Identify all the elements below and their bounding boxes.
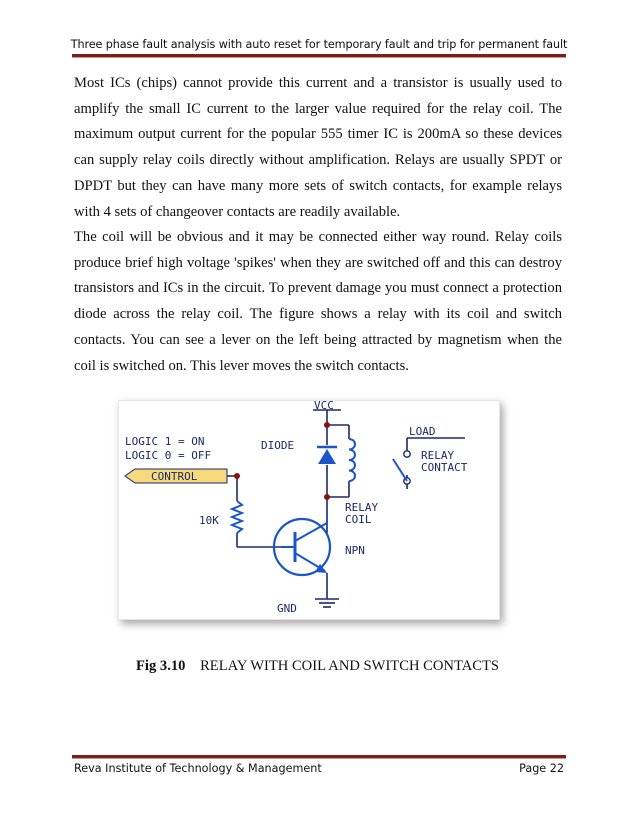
- figure-caption: [136, 658, 499, 675]
- text-line: produce brief high voltage 'spikes' when they are switched off and this can destroy: [74, 254, 562, 271]
- text-line: can supply relay coils directly without amplification. Relays are usually SPDT or: [74, 152, 562, 169]
- resistor-label: 10K: [199, 514, 219, 527]
- text-line: maximum output current for the popular 555 timer IC is 200mA so these devices: [74, 126, 562, 143]
- text-line: amplify the small IC current to the larger value required for the relay coil. The: [74, 100, 562, 117]
- resistor-icon: [232, 501, 242, 533]
- relay-circuit-figure: [118, 400, 500, 620]
- control-label: CONTROL: [151, 470, 198, 483]
- relay-coil-icon: [349, 439, 355, 481]
- collector-node: [324, 494, 330, 500]
- diode-icon: [317, 447, 337, 464]
- header-rule: [72, 54, 566, 58]
- vcc-node: [324, 422, 330, 428]
- relay-coil-label-2: COIL: [345, 513, 372, 526]
- text-line: with 4 sets of changeover contacts are readily available.: [74, 203, 401, 220]
- text-line: diode across the relay coil. The figure shows a relay with its coil and switch: [74, 306, 562, 323]
- text-line: The coil will be obvious and it may be connected either way round. Relay coils: [74, 229, 562, 245]
- logic-off-label: LOGIC 0 = OFF: [125, 449, 212, 462]
- footer-rule: [72, 755, 566, 759]
- footer-institution: Reva Institute of Technology & Management: [74, 762, 322, 775]
- vcc-label: VCC: [314, 401, 334, 412]
- text-line: DPDT but they can have many more sets of switch contacts, for example relays: [74, 177, 562, 194]
- footer-page-number: Page 22: [519, 762, 564, 775]
- figure-number: Fig 3.10: [136, 658, 186, 674]
- control-node: [234, 473, 240, 479]
- gnd-label: GND: [277, 602, 297, 615]
- running-header: Three phase fault analysis with auto reset for temporary fault and trip for permanent fault: [70, 38, 568, 51]
- relay-switch-icon: [393, 451, 410, 484]
- npn-transistor-icon: [274, 519, 330, 575]
- text-line: transistors and ICs in the circuit. To prevent damage you must connect a protection: [74, 280, 562, 297]
- relay-circuit-diagram: [119, 401, 499, 619]
- diode-label: DIODE: [261, 439, 295, 452]
- figure-caption-text: RELAY WITH COIL AND SWITCH CONTACTS: [200, 658, 500, 674]
- load-label: LOAD: [409, 425, 436, 438]
- relay-coil-label-1: RELAY: [345, 501, 379, 514]
- npn-label: NPN: [345, 544, 365, 557]
- body-paragraph-1: [74, 71, 562, 225]
- ground-icon: [315, 599, 339, 607]
- text-line: Most ICs (chips) cannot provide this current and a transistor is usually used to: [74, 75, 562, 91]
- relay-contact-label-1: RELAY: [421, 449, 455, 462]
- logic-on-label: LOGIC 1 = ON: [125, 435, 205, 448]
- text-line: coil is switched on. This lever moves the switch contacts.: [74, 357, 409, 374]
- text-line: contacts. You can see a lever on the left being attracted by magnetism when the: [74, 331, 562, 348]
- body-paragraph-2: [74, 225, 562, 379]
- relay-contact-label-2: CONTACT: [421, 461, 468, 474]
